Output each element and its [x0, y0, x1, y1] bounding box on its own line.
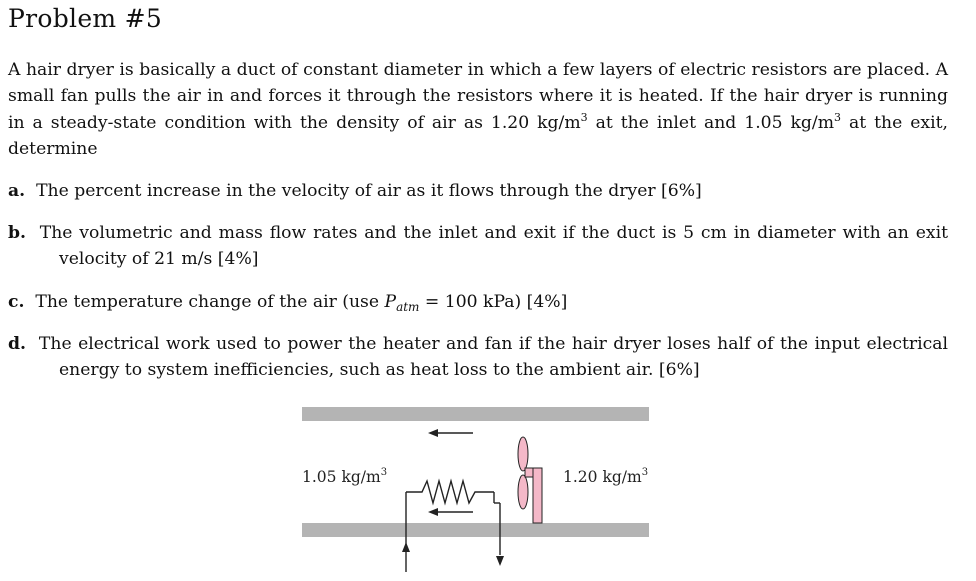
hair-dryer-diagram [290, 400, 660, 575]
question-c-variable: P [384, 292, 397, 312]
question-a [8, 178, 948, 204]
fan-support [533, 468, 542, 523]
question-a-label: a. [8, 181, 26, 201]
flow-arrow-bottom [428, 508, 473, 516]
fan-blade-top [518, 437, 528, 471]
question-c [8, 289, 948, 315]
question-c-text-before: The temperature change of the air (use [35, 292, 385, 312]
page-title: Problem #5 [8, 4, 163, 33]
question-a-text: The percent increase in the velocity of air as it flows through the dryer [6%] [36, 181, 702, 201]
intro-text-1: A hair dryer is basically a duct of constant diameter in which a few layers of electric resistors are placed. A small fan pulls the air in and forces it through the resistors where it is heated. If the hair dryer is running in a steady-state condition with the density of air as 1.20 kg/m [8, 60, 948, 133]
question-d [8, 331, 948, 384]
problem-intro [8, 57, 948, 162]
flow-arrow-top [428, 429, 473, 437]
question-d-label: d. [8, 334, 27, 354]
question-b-text: The volumetric and mass flow rates and the inlet and exit if the duct is 5 cm in diameter with an exit velocity of 21 m/s [4%] [39, 223, 948, 270]
question-b [8, 220, 948, 273]
exit-density-label: 1.05 $kg/m^3$ [302, 467, 388, 486]
duct-bottom-wall [302, 523, 649, 537]
inlet-density-label: 1.20 $kg/m^3$ [563, 467, 649, 486]
question-b-label: b. [8, 223, 27, 243]
intro-sup-2: 3 [834, 110, 842, 124]
resistor-coil [406, 481, 494, 503]
duct-top-wall [302, 407, 649, 421]
intro-text-3: at the exit, determine [8, 112, 948, 159]
wire-arrow-out [496, 556, 504, 566]
intro-text-2: at the inlet and 1.05 kg/m [587, 112, 835, 133]
fan-blade-bottom [518, 475, 528, 509]
question-c-subscript: atm [396, 300, 420, 314]
fan-hub [525, 468, 533, 477]
intro-sup-1: 3 [580, 110, 588, 124]
question-c-label: c. [8, 292, 25, 312]
question-d-text: The electrical work used to power the heater and fan if the hair dryer loses half of the input electrical energy to system inefficiencies, such as heat loss to the ambient air. [6%] [38, 334, 948, 381]
question-c-text-after: = 100 kPa) [4%] [419, 292, 568, 312]
wire-arrow-in [402, 542, 410, 572]
